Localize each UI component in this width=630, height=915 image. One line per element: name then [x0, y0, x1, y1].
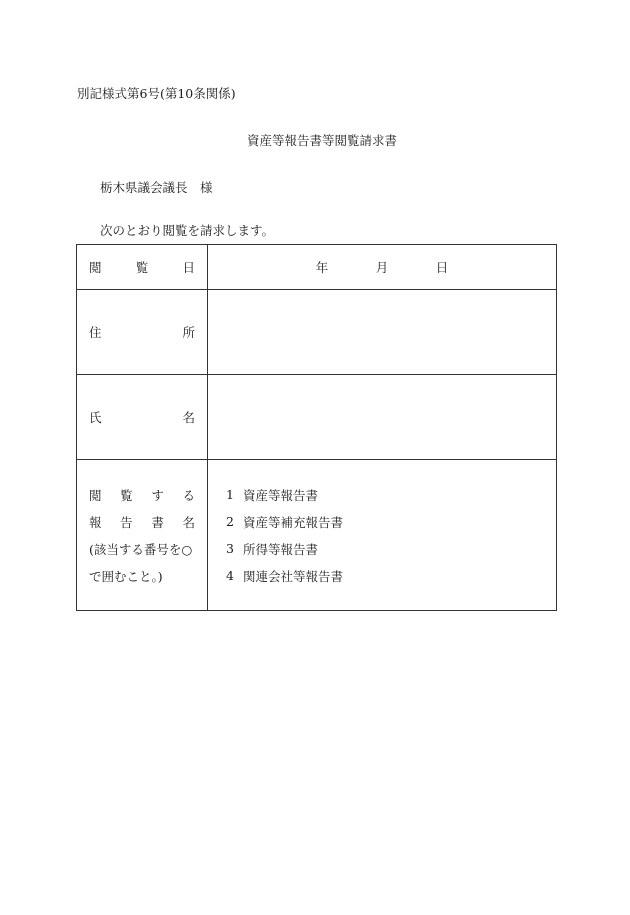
name-row — [77, 375, 557, 460]
report-label-cell — [77, 460, 208, 611]
viewing-date-label-cell — [77, 245, 208, 290]
viewing-date-field[interactable] — [208, 245, 557, 290]
report-option[interactable] — [226, 562, 556, 589]
label-char: 所 — [182, 325, 195, 340]
intro-text: 次のとおり閲覧を請求します。 — [100, 223, 275, 238]
address-row — [77, 290, 557, 375]
option-number: 4 — [226, 568, 234, 583]
label-char: 住 — [89, 325, 102, 340]
option-number: 2 — [226, 514, 234, 529]
report-option[interactable] — [226, 481, 556, 508]
address-label — [77, 323, 207, 341]
address-label-cell — [77, 290, 208, 375]
label-char: 名 — [182, 514, 195, 530]
address-field[interactable] — [208, 290, 557, 375]
option-label: 所得等報告書 — [243, 541, 319, 557]
label-char: 氏 — [89, 410, 102, 425]
report-options-cell — [208, 460, 557, 611]
label-char: 報 — [89, 514, 102, 530]
report-label-line-2 — [89, 508, 195, 535]
label-char: 覧 — [135, 260, 149, 275]
label-char: 覧 — [120, 487, 133, 503]
report-label-line-1 — [89, 481, 195, 508]
label-char: 書 — [151, 514, 164, 530]
option-label: 資産等補充報告書 — [243, 514, 344, 530]
report-label-line-3: (該当する番号を○ — [89, 541, 193, 557]
label-char: 閲 — [89, 487, 102, 503]
request-form-table — [76, 244, 557, 611]
report-label-line-4: で囲むこと。) — [89, 568, 163, 584]
name-label-cell — [77, 375, 208, 460]
addressee: 栃木県議会議長 様 — [100, 180, 213, 195]
label-char: 日 — [182, 260, 195, 275]
viewing-date-row — [77, 245, 557, 290]
day-label: 日 — [435, 260, 449, 275]
year-label: 年 — [315, 260, 329, 275]
name-label — [77, 408, 207, 426]
option-number: 1 — [226, 487, 234, 502]
label-char: 閲 — [89, 260, 102, 275]
report-selection-row — [77, 460, 557, 611]
option-number: 3 — [226, 541, 234, 556]
document-title: 資産等報告書等閲覧請求書 — [246, 133, 397, 148]
report-option[interactable] — [226, 535, 556, 562]
form-identifier: 別記様式第6号(第10条関係) — [77, 86, 236, 101]
month-label: 月 — [375, 260, 389, 275]
label-char: る — [182, 487, 195, 503]
report-label — [77, 481, 207, 589]
report-options-list — [208, 481, 556, 589]
report-option[interactable] — [226, 508, 556, 535]
label-char: 名 — [182, 410, 195, 425]
option-label: 資産等報告書 — [243, 487, 319, 503]
viewing-date-label — [77, 258, 207, 276]
name-field[interactable] — [208, 375, 557, 460]
option-label: 関連会社等報告書 — [243, 568, 344, 584]
label-char: 告 — [120, 514, 133, 530]
label-char: す — [151, 487, 164, 503]
